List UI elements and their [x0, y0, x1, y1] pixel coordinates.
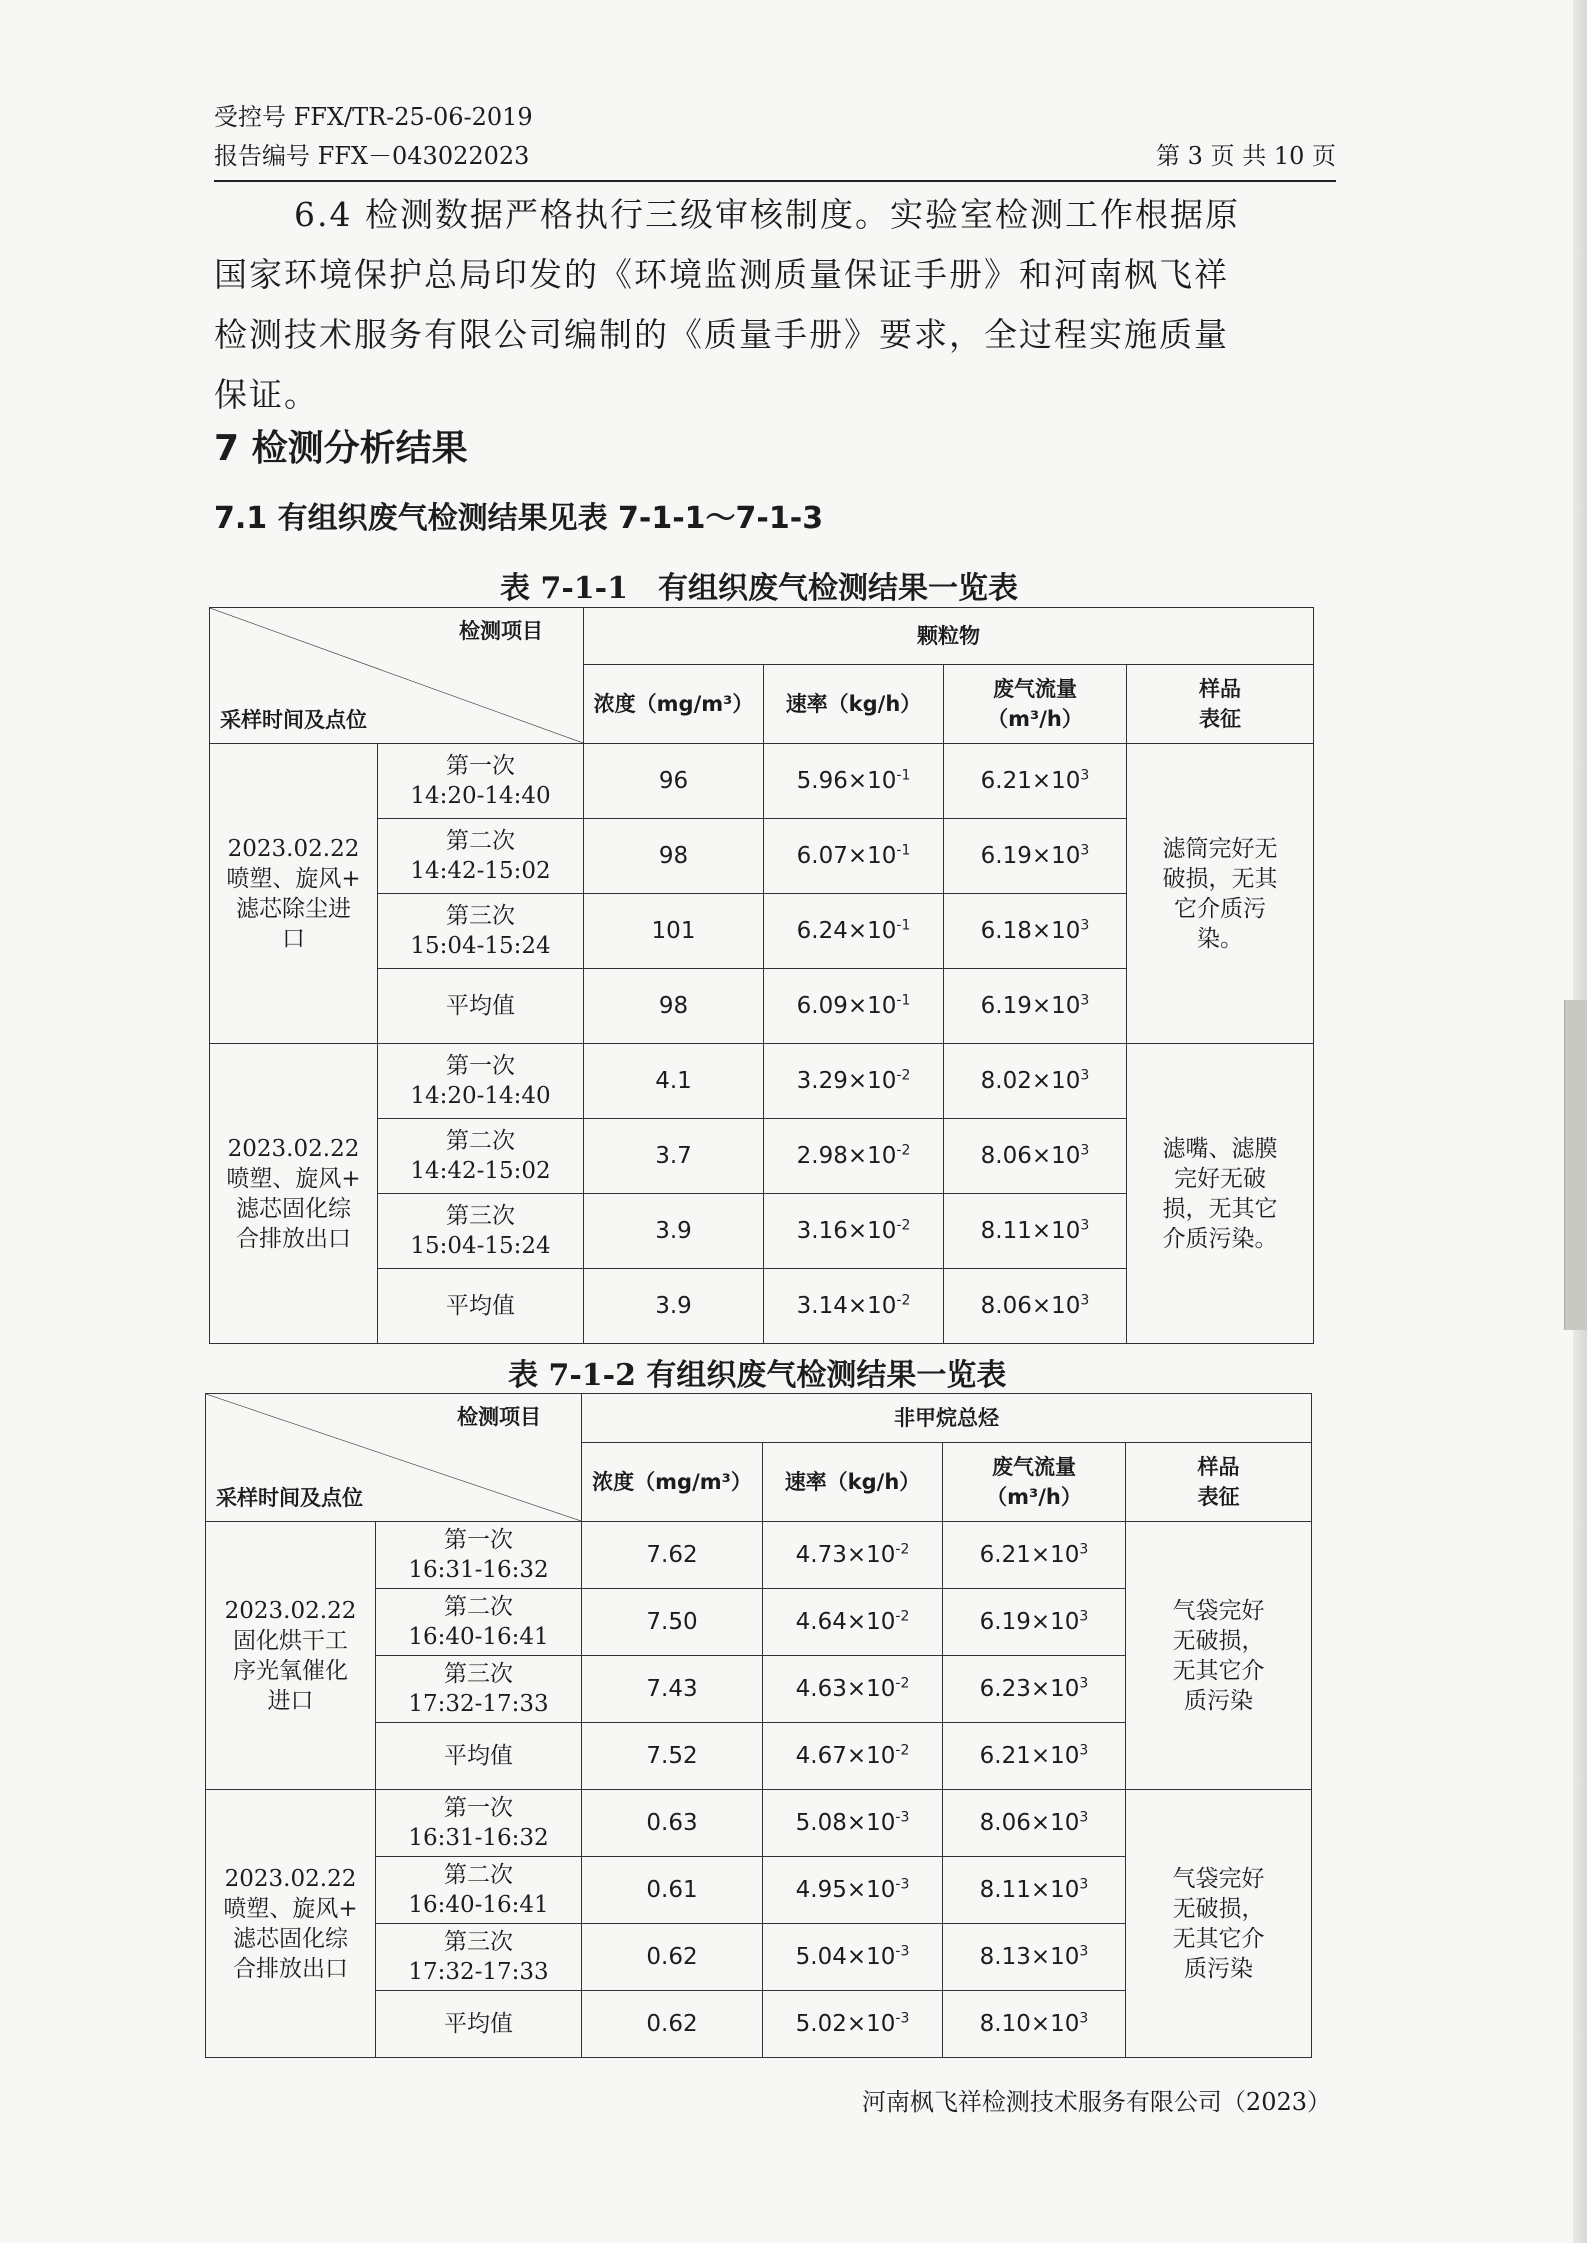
flow-value — [943, 1857, 1126, 1924]
run-time: 15:04-15:24 — [410, 933, 551, 959]
flow-value-text — [980, 2011, 1089, 2037]
flow-value-text-exponent: 3 — [1080, 842, 1090, 859]
run-time: 16:31-16:32 — [408, 1557, 549, 1583]
rate-value-text — [796, 1810, 910, 1836]
run-time: 14:20-14:40 — [410, 1083, 551, 1109]
run-time: 16:40-16:41 — [408, 1624, 549, 1650]
flow-value — [943, 1790, 1126, 1857]
corner-bottom-label: 采样时间及点位 — [216, 1486, 363, 1510]
flow-value — [944, 969, 1127, 1044]
flow-value — [943, 1589, 1126, 1656]
rate-value-text-exponent: -2 — [896, 1217, 911, 1234]
flow-value-text-mantissa: 8.11×10 — [980, 1218, 1081, 1244]
rate-value-text-exponent: -2 — [895, 1541, 910, 1558]
rate-value-text — [796, 1676, 910, 1702]
control-number: 受控号 FFX/TR-25-06-2019 — [214, 103, 533, 131]
conc-value: 7.52 — [582, 1723, 763, 1790]
rate-value-text-mantissa: 5.02×10 — [795, 2011, 896, 2037]
rate-value-text-exponent: -2 — [895, 1675, 910, 1692]
sample-header-line: 表征 — [1197, 1485, 1240, 1509]
flow-value-text — [981, 843, 1090, 869]
flow-value-text-exponent: 3 — [1079, 1943, 1089, 1960]
sample-line: 染。 — [1197, 925, 1243, 952]
run-label: 第一次 — [444, 1795, 513, 1821]
subsection-title: 7.1 有组织废气检测结果见表 7-1-1～7-1-3 — [214, 501, 824, 536]
site-line: 2023.02.22 — [227, 835, 360, 862]
flow-value-text-exponent: 3 — [1080, 1067, 1090, 1084]
site-cell — [210, 1044, 378, 1344]
rate-value-text-exponent: -3 — [895, 2010, 910, 2027]
rate-value-text-exponent: -2 — [895, 1608, 910, 1625]
header-row — [210, 608, 1314, 665]
rate-value-text-exponent: -2 — [896, 1292, 911, 1309]
table1-caption: 表 7-1-1 有组织废气检测结果一览表 — [500, 571, 1018, 606]
page-number: 第 3 页 共 10 页 — [1156, 142, 1336, 170]
flow-value — [943, 1924, 1126, 1991]
rate-value-text-mantissa: 3.16×10 — [796, 1218, 897, 1244]
rate-value-text-mantissa: 5.04×10 — [795, 1944, 896, 1970]
rate-value-text-exponent: -1 — [896, 992, 911, 1009]
flow-value — [943, 1991, 1126, 2058]
rate-value-text — [796, 1609, 910, 1635]
table-row — [210, 744, 1314, 819]
run-cell — [378, 1194, 584, 1269]
flow-value-text-exponent: 3 — [1080, 767, 1090, 784]
rate-value-text — [797, 1143, 911, 1169]
site-cell — [210, 744, 378, 1044]
sample-line: 无破损， — [1172, 1627, 1265, 1654]
flow-value-text — [980, 1877, 1089, 1903]
flow-value — [944, 819, 1127, 894]
sample-header-line: 样品 — [1197, 1455, 1240, 1479]
rate-value-text-mantissa: 3.14×10 — [796, 1293, 897, 1319]
run-label: 第一次 — [444, 1527, 513, 1553]
flow-value-text — [981, 918, 1090, 944]
sample-header — [1126, 1443, 1312, 1522]
run-cell — [376, 1924, 582, 1991]
flow-value-text-exponent: 3 — [1079, 1541, 1089, 1558]
paragraph-line: 6.4 检测数据严格执行三级审核制度。实验室检测工作根据原 — [294, 195, 1240, 234]
flow-header — [943, 1443, 1126, 1522]
flow-header-line: 废气流量 — [993, 677, 1077, 701]
flow-value-text — [981, 768, 1090, 794]
run-time: 14:20-14:40 — [410, 783, 551, 809]
corner-cell — [210, 608, 584, 744]
rate-value-text — [796, 1743, 910, 1769]
rate-value-text-mantissa: 3.29×10 — [796, 1068, 897, 1094]
rate-value-text-exponent: -3 — [895, 1943, 910, 1960]
rate-value — [764, 969, 944, 1044]
flow-value-text — [980, 1810, 1089, 1836]
site-line: 2023.02.22 — [227, 1135, 360, 1162]
sample-header — [1127, 665, 1314, 744]
run-time: 17:32-17:33 — [408, 1691, 549, 1717]
rate-value — [764, 819, 944, 894]
flow-value — [944, 1194, 1127, 1269]
run-label: 第一次 — [446, 1053, 515, 1079]
sample-line: 它介质污 — [1174, 895, 1266, 922]
run-label: 第三次 — [446, 1203, 515, 1229]
flow-value-text-mantissa: 8.11×10 — [979, 1877, 1080, 1903]
corner-top-label: 检测项目 — [459, 619, 543, 643]
header-rule — [214, 180, 1336, 182]
quality-paragraph — [214, 185, 1332, 425]
conc-value: 98 — [584, 819, 764, 894]
flow-value-text-mantissa: 8.06×10 — [980, 1143, 1081, 1169]
rate-value-text-mantissa: 5.08×10 — [795, 1810, 896, 1836]
sample-header-line: 样品 — [1199, 677, 1241, 701]
corner-top-label: 检测项目 — [457, 1405, 541, 1429]
rate-value — [764, 1044, 944, 1119]
flow-value-text-mantissa: 6.19×10 — [980, 993, 1081, 1019]
paragraph-line: 保证。 — [214, 375, 319, 414]
site-cell — [206, 1790, 376, 2058]
rate-value-text-exponent: -2 — [896, 1142, 911, 1159]
run-cell — [378, 744, 584, 819]
site-line: 合排放出口 — [233, 1955, 348, 1982]
flow-value-text — [980, 1609, 1089, 1635]
rate-value — [763, 1790, 943, 1857]
rate-value-text — [797, 918, 911, 944]
flow-value-text-mantissa: 8.10×10 — [979, 2011, 1080, 2037]
corner-bottom-label: 采样时间及点位 — [220, 708, 367, 732]
flow-value — [944, 1269, 1127, 1344]
site-line: 喷塑、旋风+ — [226, 865, 361, 892]
run-label: 第三次 — [444, 1929, 513, 1955]
rate-value — [763, 1924, 943, 1991]
flow-header-unit: （m³/h） — [986, 1485, 1082, 1509]
conc-value: 4.1 — [584, 1044, 764, 1119]
sample-cell — [1127, 744, 1314, 1044]
rate-value — [764, 744, 944, 819]
sample-line: 气袋完好 — [1172, 1865, 1265, 1892]
rate-value-text-exponent: -1 — [896, 842, 911, 859]
sample-line: 损，无其它 — [1162, 1195, 1278, 1222]
flow-value — [944, 1044, 1127, 1119]
rate-value-text — [797, 1293, 911, 1319]
flow-value — [943, 1522, 1126, 1589]
flow-value-text — [981, 1293, 1090, 1319]
sample-line: 介质污染。 — [1162, 1225, 1278, 1252]
conc-value: 98 — [584, 969, 764, 1044]
flow-value-text-mantissa: 6.21×10 — [979, 1542, 1080, 1568]
flow-value-text-mantissa: 8.06×10 — [980, 1293, 1081, 1319]
run-cell — [376, 1656, 582, 1723]
run-cell — [378, 1119, 584, 1194]
site-line: 滤芯除尘进 — [236, 895, 351, 922]
flow-value-text — [981, 1218, 1090, 1244]
flow-value-text-exponent: 3 — [1079, 1876, 1089, 1893]
flow-value-text — [980, 1743, 1089, 1769]
run-cell — [378, 1044, 584, 1119]
flow-value — [944, 894, 1127, 969]
site-line: 2023.02.22 — [224, 1865, 357, 1892]
rate-value-text-exponent: -2 — [896, 1067, 911, 1084]
flow-value-text-exponent: 3 — [1079, 1809, 1089, 1826]
site-line: 合排放出口 — [236, 1225, 351, 1252]
pollutant-header: 非甲烷总烃 — [582, 1394, 1312, 1443]
sample-line: 滤筒完好无 — [1162, 835, 1278, 862]
flow-value-text-exponent: 3 — [1079, 1742, 1089, 1759]
rate-value-text-mantissa: 4.67×10 — [795, 1743, 896, 1769]
flow-value-text-mantissa: 8.02×10 — [980, 1068, 1081, 1094]
rate-header: 速率（kg/h） — [764, 665, 944, 744]
rate-value — [764, 1194, 944, 1269]
flow-value-text-exponent: 3 — [1080, 1217, 1090, 1234]
table2-caption: 表 7-1-2 有组织废气检测结果一览表 — [508, 1358, 1007, 1393]
header-row — [206, 1394, 1312, 1443]
table1 — [209, 607, 1314, 1344]
flow-value-text — [981, 993, 1090, 1019]
paragraph-line: 检测技术服务有限公司编制的《质量手册》要求，全过程实施质量 — [214, 315, 1229, 354]
run-label: 平均值 — [446, 1293, 515, 1319]
run-cell — [376, 1723, 582, 1790]
sample-header-line: 表征 — [1199, 707, 1241, 731]
flow-value-text-mantissa: 6.21×10 — [979, 1743, 1080, 1769]
run-label: 平均值 — [444, 1743, 513, 1769]
corner-cell — [206, 1394, 582, 1522]
rate-value — [763, 1723, 943, 1790]
page-edge-tab — [1564, 1000, 1587, 1330]
rate-value-text — [797, 843, 911, 869]
flow-value-text-exponent: 3 — [1080, 1292, 1090, 1309]
site-cell — [206, 1522, 376, 1790]
site-line: 2023.02.22 — [224, 1597, 357, 1624]
flow-value-text — [980, 1944, 1089, 1970]
flow-value — [944, 744, 1127, 819]
sample-cell — [1126, 1790, 1312, 2058]
flow-value-text-mantissa: 8.06×10 — [979, 1810, 1080, 1836]
section-title: 7 检测分析结果 — [214, 428, 468, 469]
flow-value — [944, 1119, 1127, 1194]
conc-value: 3.7 — [584, 1119, 764, 1194]
flow-value — [943, 1723, 1126, 1790]
conc-value: 101 — [584, 894, 764, 969]
site-line: 喷塑、旋风+ — [226, 1165, 361, 1192]
flow-value-text-mantissa: 6.19×10 — [979, 1609, 1080, 1635]
rate-value-text — [797, 993, 911, 1019]
conc-value: 3.9 — [584, 1269, 764, 1344]
rate-value-text-exponent: -2 — [895, 1742, 910, 1759]
run-label: 第一次 — [446, 753, 515, 779]
conc-value: 0.61 — [582, 1857, 763, 1924]
site-line: 进口 — [267, 1687, 314, 1714]
conc-value: 0.63 — [582, 1790, 763, 1857]
flow-value-text-exponent: 3 — [1079, 2010, 1089, 2027]
sample-line: 无其它介 — [1172, 1925, 1265, 1952]
rate-value-text — [797, 768, 911, 794]
conc-value: 3.9 — [584, 1194, 764, 1269]
run-cell — [378, 969, 584, 1044]
document-header — [214, 98, 1336, 176]
run-time: 14:42-15:02 — [410, 858, 551, 884]
conc-value: 7.62 — [582, 1522, 763, 1589]
rate-value — [763, 1522, 943, 1589]
table-row — [206, 1790, 1312, 1857]
run-cell — [376, 1522, 582, 1589]
rate-value-text-mantissa: 6.09×10 — [796, 993, 897, 1019]
flow-value-text-exponent: 3 — [1080, 917, 1090, 934]
sample-line: 滤嘴、滤膜 — [1162, 1135, 1278, 1162]
run-cell — [378, 1269, 584, 1344]
conc-value: 0.62 — [582, 1991, 763, 2058]
flow-value-text-mantissa: 6.21×10 — [980, 768, 1081, 794]
site-line: 固化烘干工 — [233, 1627, 348, 1654]
flow-value-text-mantissa: 6.19×10 — [980, 843, 1081, 869]
run-cell — [376, 1790, 582, 1857]
rate-value-text — [796, 1542, 910, 1568]
pollutant-header: 颗粒物 — [584, 608, 1314, 665]
sample-cell — [1126, 1522, 1312, 1790]
flow-value-text-exponent: 3 — [1079, 1675, 1089, 1692]
rate-value — [763, 1857, 943, 1924]
run-cell — [376, 1991, 582, 2058]
rate-value-text-exponent: -1 — [896, 767, 911, 784]
site-line: 喷塑、旋风+ — [223, 1895, 358, 1922]
run-cell — [378, 894, 584, 969]
flow-header-line: 废气流量 — [992, 1455, 1076, 1479]
run-cell — [378, 819, 584, 894]
rate-value-text — [796, 1877, 910, 1903]
conc-value: 7.43 — [582, 1656, 763, 1723]
rate-value — [764, 1119, 944, 1194]
run-cell — [376, 1589, 582, 1656]
flow-value-text-mantissa: 8.13×10 — [979, 1944, 1080, 1970]
rate-value — [764, 1269, 944, 1344]
sample-line: 无其它介 — [1172, 1657, 1265, 1684]
flow-value-text — [981, 1068, 1090, 1094]
rate-value — [764, 894, 944, 969]
rate-value-text — [797, 1068, 911, 1094]
rate-value-text-mantissa: 6.24×10 — [796, 918, 897, 944]
table-row — [210, 1044, 1314, 1119]
footer-company: 河南枫飞祥检测技术服务有限公司（2023） — [861, 2088, 1331, 2116]
flow-value-text — [980, 1676, 1089, 1702]
run-label: 第三次 — [444, 1661, 513, 1687]
rate-value-text — [796, 2011, 910, 2037]
run-label: 第二次 — [444, 1594, 513, 1620]
run-label: 第二次 — [446, 1128, 515, 1154]
rate-value-text-mantissa: 5.96×10 — [796, 768, 897, 794]
sample-line: 质污染 — [1184, 1687, 1253, 1714]
flow-value-text-mantissa: 6.23×10 — [979, 1676, 1080, 1702]
sample-cell — [1127, 1044, 1314, 1344]
run-time: 16:40-16:41 — [408, 1892, 549, 1918]
flow-value-text — [980, 1542, 1089, 1568]
conc-header: 浓度（mg/m³） — [584, 665, 764, 744]
rate-value-text-mantissa: 2.98×10 — [796, 1143, 897, 1169]
site-line: 滤芯固化综 — [236, 1195, 351, 1222]
rate-value-text-mantissa: 4.64×10 — [795, 1609, 896, 1635]
site-line: 口 — [282, 925, 305, 952]
flow-value-text-mantissa: 6.18×10 — [980, 918, 1081, 944]
paragraph-line: 国家环境保护总局印发的《环境监测质量保证手册》和河南枫飞祥 — [214, 255, 1229, 294]
sample-line: 无破损， — [1172, 1895, 1265, 1922]
conc-value: 0.62 — [582, 1924, 763, 1991]
flow-header — [944, 665, 1127, 744]
table2 — [205, 1393, 1312, 2058]
site-line: 序光氧催化 — [233, 1657, 348, 1684]
run-cell — [376, 1857, 582, 1924]
flow-value-text-exponent: 3 — [1079, 1608, 1089, 1625]
run-label: 第二次 — [444, 1862, 513, 1888]
flow-value-text-exponent: 3 — [1080, 1142, 1090, 1159]
run-time: 15:04-15:24 — [410, 1233, 551, 1259]
conc-value: 96 — [584, 744, 764, 819]
table-row — [206, 1522, 1312, 1589]
run-time: 14:42-15:02 — [410, 1158, 551, 1184]
report-number: 报告编号 FFX－043022023 — [214, 142, 530, 170]
rate-value-text-exponent: -3 — [895, 1809, 910, 1826]
rate-header: 速率（kg/h） — [763, 1443, 943, 1522]
rate-value-text-exponent: -1 — [896, 917, 911, 934]
rate-value-text-mantissa: 4.73×10 — [795, 1542, 896, 1568]
run-label: 平均值 — [444, 2011, 513, 2037]
rate-value-text-mantissa: 4.95×10 — [795, 1877, 896, 1903]
sample-line: 质污染 — [1184, 1955, 1253, 1982]
rate-value-text-mantissa: 6.07×10 — [796, 843, 897, 869]
flow-value — [943, 1656, 1126, 1723]
run-time: 16:31-16:32 — [408, 1825, 549, 1851]
rate-value-text — [797, 1218, 911, 1244]
rate-value-text — [796, 1944, 910, 1970]
rate-value — [763, 1991, 943, 2058]
run-label: 第二次 — [446, 828, 515, 854]
site-line: 滤芯固化综 — [233, 1925, 348, 1952]
run-label: 第三次 — [446, 903, 515, 929]
rate-value-text-mantissa: 4.63×10 — [795, 1676, 896, 1702]
run-label: 平均值 — [446, 993, 515, 1019]
flow-value-text — [981, 1143, 1090, 1169]
rate-value — [763, 1589, 943, 1656]
sample-line: 完好无破 — [1174, 1165, 1266, 1192]
conc-header: 浓度（mg/m³） — [582, 1443, 763, 1522]
sample-line: 气袋完好 — [1172, 1597, 1265, 1624]
conc-value: 7.50 — [582, 1589, 763, 1656]
run-time: 17:32-17:33 — [408, 1959, 549, 1985]
flow-value-text-exponent: 3 — [1080, 992, 1090, 1009]
flow-header-unit: （m³/h） — [987, 707, 1083, 731]
rate-value-text-exponent: -3 — [895, 1876, 910, 1893]
sample-line: 破损，无其 — [1162, 865, 1278, 892]
rate-value — [763, 1656, 943, 1723]
